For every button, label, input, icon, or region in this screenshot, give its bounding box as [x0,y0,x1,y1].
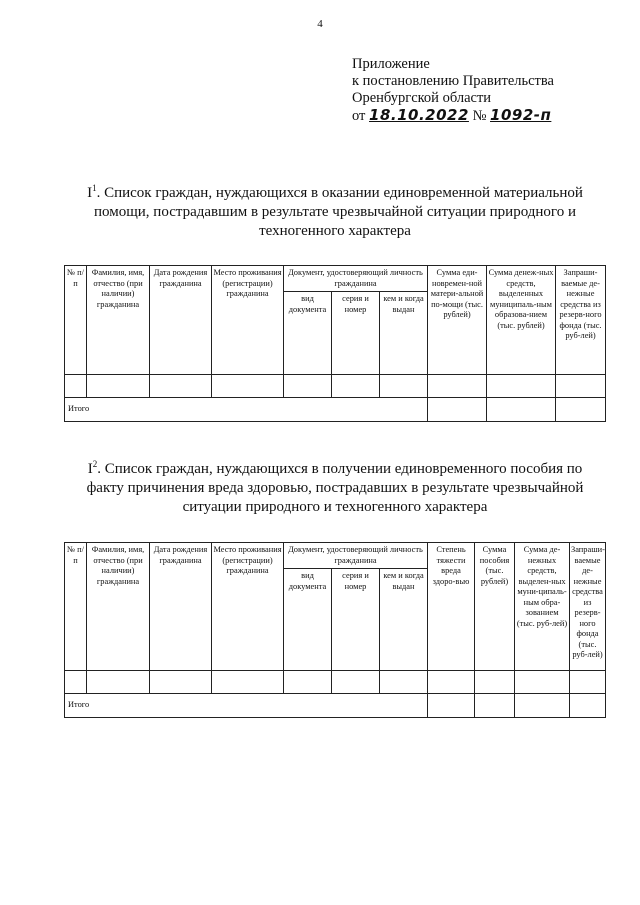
appendix-date-line [352,107,554,125]
header-birth: Дата рождения гражданина [150,266,212,375]
section2-title-line2: факту причинения вреда здоровью, пострадавших в результате чрезвычайной [86,480,584,496]
table-row [65,375,606,398]
header-injury-severity: Степень тяжести вреда здоро-вью [428,543,475,671]
header-name: Фамилия, имя, отчество (при наличии) гражданина [87,266,150,375]
header-doc-issued: кем и когда выдан [380,569,428,671]
handwritten-number: 1092-п [490,106,552,124]
section1-table [64,265,606,422]
header-sum-municipal: Сумма де-нежных средств, выделен-ных муни-ципаль-ным обра-зованием (тыс. руб-лей) [515,543,570,671]
section2-heading [64,455,606,517]
handwritten-date: 18.10.2022 [369,106,469,124]
table-header-row [65,543,606,569]
table-row [65,671,606,694]
number-prefix: № [472,108,487,124]
section2-table [64,542,606,718]
table-total-row [65,398,606,422]
header-sum-reserve: Запраши-ваемые де-нежные средства из резерв-ного фонда (тыс. руб-лей) [556,266,606,375]
header-sum-reserve: Запраши-ваемые де-нежные средства из резерв-ного фонда (тыс. руб-лей) [570,543,606,671]
header-birth: Дата рождения гражданина [150,543,212,671]
section1-title-line1: $I^1$. Список граждан, нуждающихся в оказании единовременной материальной [87,183,583,201]
header-sum-aid: Сумма еди-новремен-ной матери-альной по-мощи (тыс. рублей) [428,266,487,375]
total-label: Итого [65,694,428,718]
section1-title-line3: техногенного характера [259,223,411,239]
appendix-block [352,56,554,125]
header-doc-series: серия и номер [332,292,380,375]
header-document: Документ, удостоверяющий личность гражданина [284,543,428,569]
table-total-row [65,694,606,718]
section1-title-line2: помощи, пострадавшим в результате чрезвычайной ситуации природного и [94,204,576,220]
header-doc-type: вид документа [284,292,332,375]
section2-title-line1: $I^2$. Список граждан, нуждающихся в получении единовременного пособия по [87,459,583,477]
header-doc-series: серия и номер [332,569,380,671]
header-residence: Место проживания (регистрации) гражданина [212,266,284,375]
header-num: № п/п [65,266,87,375]
appendix-reference: к постановлению Правительства [352,73,554,89]
section1-heading [64,179,606,241]
date-prefix: от [352,108,366,124]
header-num: № п/п [65,543,87,671]
table-header-row [65,266,606,292]
header-sum-municipal: Сумма денеж-ных средств, выделенных муниципаль-ным образова-нием (тыс. рублей) [487,266,556,375]
section2-title-line3: ситуации природного и техногенного характера [182,499,488,515]
appendix-region: Оренбургской области [352,90,492,106]
total-label: Итого [65,398,428,422]
header-document: Документ, удостоверяющий личность гражданина [284,266,428,292]
page-number: 4 [317,18,323,30]
header-name: Фамилия, имя, отчество (при наличии) гражданина [87,543,150,671]
header-doc-type: вид документа [284,569,332,671]
header-benefit-sum: Сумма пособия (тыс. рублей) [475,543,515,671]
appendix-title: Приложение [352,56,430,72]
header-doc-issued: кем и когда выдан [380,292,428,375]
header-residence: Место проживания (регистрации) гражданина [212,543,284,671]
